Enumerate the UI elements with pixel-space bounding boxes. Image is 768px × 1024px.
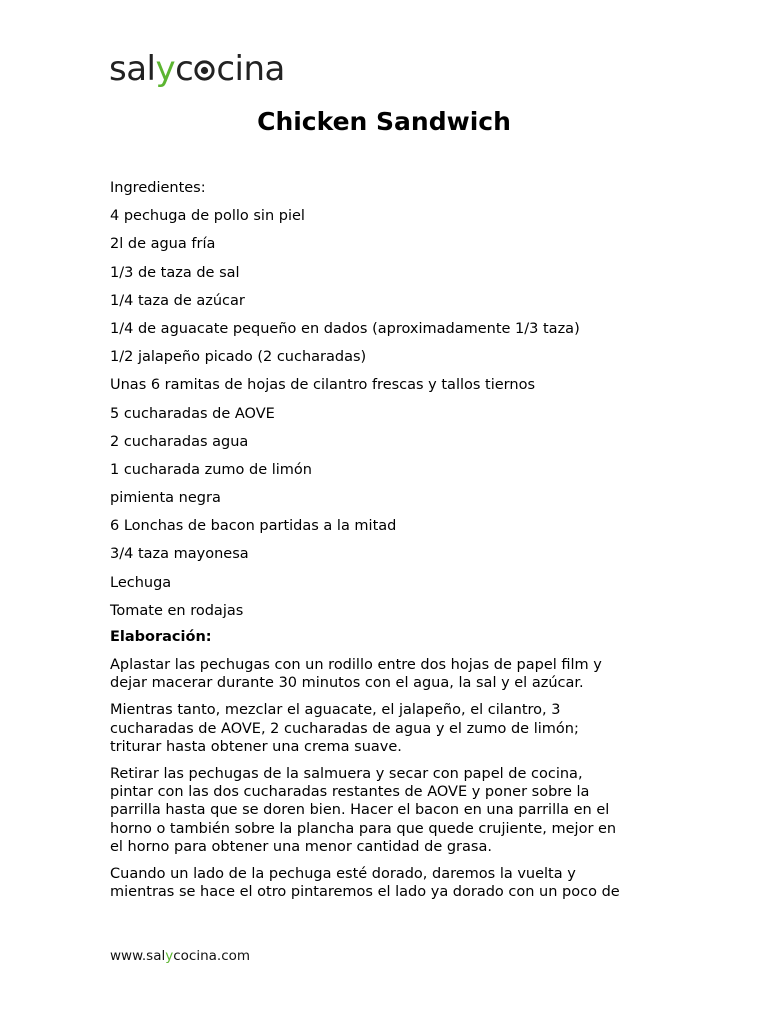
ingredient-item: 1/3 de taza de sal xyxy=(110,264,240,281)
logo-text-cina: cina xyxy=(216,49,285,89)
brand-logo xyxy=(109,44,285,94)
ingredient-item: 1 cucharada zumo de limón xyxy=(110,461,312,478)
ingredient-item: 2l de agua fría xyxy=(110,236,216,253)
logo-text-c: c xyxy=(175,49,194,89)
ingredient-item: Tomate en rodajas xyxy=(110,602,244,619)
ingredient-item: 4 pechuga de pollo sin piel xyxy=(110,208,305,225)
step-paragraph: Aplastar las pechugas con un rodillo entre dos hojas de papel film y dejar macerar durante 30 minutos con el agua, la sal y el azúcar. xyxy=(110,657,602,692)
ingredients-list xyxy=(110,174,670,625)
ingredient-item: 6 Lonchas de bacon partidas a la mitad xyxy=(110,518,397,535)
elaboration-steps xyxy=(110,656,670,910)
step-paragraph: Retirar las pechugas de la salmuera y secar con papel de cocina, pintar con las dos cucharadas restantes de AOVE y poner sobre la parrilla hasta que se doren bien. Hacer el bacon en una parrilla en el horno o también sobre la plancha para que quede crujiente, mejor en el horno para obtener una menor cantidad de grasa. xyxy=(110,766,617,855)
ingredient-item: 1/4 de aguacate pequeño en dados (aproximadamente 1/3 taza) xyxy=(110,320,580,337)
step-paragraph: Cuando un lado de la pechuga esté dorado, daremos la vuelta y mientras se hace el otro pintaremos el lado ya dorado con un poco de xyxy=(110,866,620,901)
ingredient-item: 3/4 taza mayonesa xyxy=(110,546,249,563)
ingredient-item: Lechuga xyxy=(110,574,172,591)
logo-text-y: y xyxy=(155,49,176,89)
footer-url[interactable] xyxy=(110,946,250,966)
ingredient-item: 2 cucharadas agua xyxy=(110,433,249,450)
ingredient-item: pimienta negra xyxy=(110,490,221,507)
ingredient-item: Unas 6 ramitas de hojas de cilantro frescas y tallos tiernos xyxy=(110,377,535,394)
logo-text-sal: sal xyxy=(109,49,156,89)
footer-url-accent: y xyxy=(165,948,174,964)
footer-url-part1: www.sal xyxy=(110,948,166,964)
target-icon xyxy=(194,60,215,81)
ingredient-item: 1/2 jalapeño picado (2 cucharadas) xyxy=(110,349,367,366)
ingredient-item: 1/4 taza de azúcar xyxy=(110,292,245,309)
ingredients-heading: Ingredientes: xyxy=(110,180,206,196)
step-paragraph: Mientras tanto, mezclar el aguacate, el jalapeño, el cilantro, 3 cucharadas de AOVE, 2 cucharadas de agua y el zumo de limón; triturar hasta obtener una crema suave. xyxy=(110,702,579,755)
page-title: Chicken Sandwich xyxy=(257,107,511,136)
elaboration-heading: Elaboración: xyxy=(110,629,212,645)
footer-url-part2: cocina.com xyxy=(173,948,251,964)
ingredient-item: 5 cucharadas de AOVE xyxy=(110,405,275,422)
